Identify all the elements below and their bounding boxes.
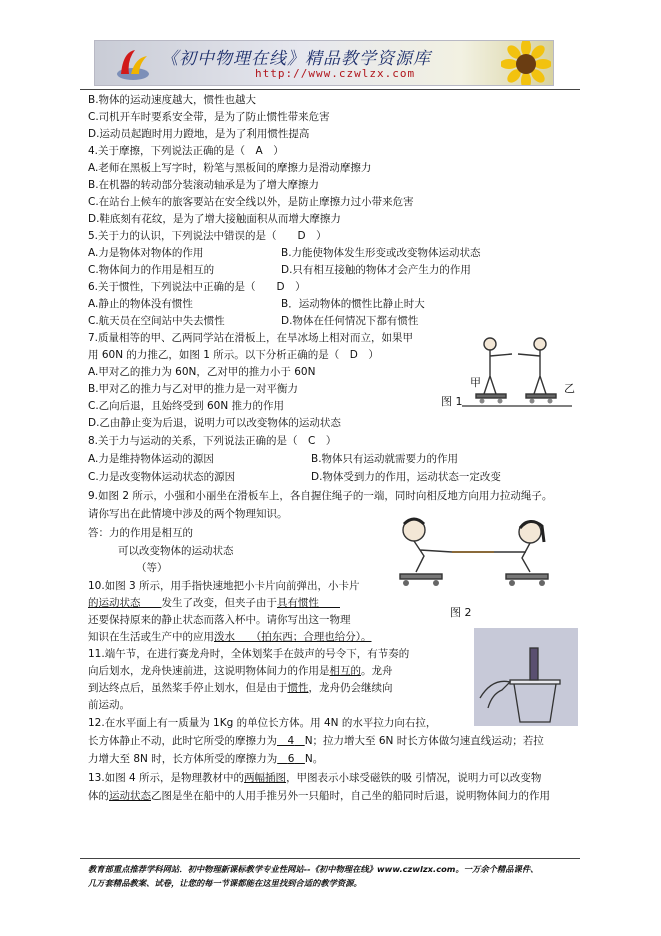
q12-blank-2 — [277, 753, 305, 765]
q13-text-1: 13.如图 4 所示，是物理教材中的 — [88, 772, 245, 784]
q10-line-1: 10.如图 3 所示，用手指快速地把小卡片向前弹出，小卡片 — [88, 580, 360, 592]
q6-option-b: B．运动物体的惯性比静止时大 — [281, 298, 425, 310]
q5-option-a: A.力是物体对物体的作用 — [88, 247, 204, 259]
q13-blank-1: 两幅插图 — [244, 772, 287, 784]
q11-text-1: 向后划水，龙舟快速前进，这说明物体间力的作用是 — [88, 665, 330, 677]
q7-option-a: A.甲对乙的推力为 60N，乙对甲的推力小于 60N — [88, 366, 316, 378]
q13-blank-2: 运动状态 — [109, 790, 151, 802]
q9-answer-1: 答：力的作用是相互的 — [88, 527, 193, 539]
q10-blank-2-pad — [319, 597, 340, 609]
q8-option-a: A.力是维持物体运动的源因 — [88, 453, 214, 465]
q5-option-c: C.物体间力的作用是相互的 — [88, 264, 215, 276]
q11-text-3: 到达终点后，虽然桨手停止划水，但是由于 — [88, 682, 288, 694]
q12-text-2: N；拉力增大至 6N 时长方体做匀速直线运动；若拉 — [304, 735, 544, 747]
q6-option-d: D.物体在任何情况下都有惯性 — [281, 315, 419, 327]
header-banner — [94, 40, 554, 86]
footer-line-1: 教育部重点推荐学科网站．初中物理新课标教学专业性网站--《初中物理在线》www.czwlzx.com。一万余个精品课件、 — [88, 864, 539, 874]
q12-text-1: 长方体静止不动，此时它所受的摩擦力为 — [88, 735, 277, 747]
figure-2-illustration — [390, 512, 560, 594]
q5-stem: 5.关于力的认识，下列说法中错误的是（ D ） — [88, 230, 327, 242]
q13-text-4: 乙图是坐在船中的人用手推另外一只船时，自己坐的船同时后退，说明物体间力的作用 — [151, 790, 550, 802]
q9-answer-3: （等） — [136, 562, 168, 574]
q7-stem-2: 用 60N 的力推乙，如图 1 所示。以下分析正确的是（ D ） — [88, 349, 379, 361]
q10-line-4 — [88, 630, 372, 644]
q4-stem: 4.关于摩擦，下列说法正确的是（ A ） — [88, 145, 284, 157]
q10-blank-3-pad — [235, 631, 256, 643]
q8-option-b: B.物体只有运动就需要力的作用 — [311, 453, 459, 465]
q4-option-c: C.在站台上候车的旅客要站在安全线以外，是防止摩擦力过小带来危害 — [88, 196, 414, 208]
q9-answer-2: 可以改变物体的运动状态 — [118, 545, 234, 557]
q4-option-a: A.老师在黑板上写字时，粉笔与黑板间的摩擦力是滑动摩擦力 — [88, 162, 372, 174]
q12-line-3 — [88, 752, 323, 766]
header-rule — [80, 89, 580, 90]
q8-option-c: C.力是改变物体运动状态的源因 — [88, 471, 236, 483]
footer-rule — [80, 858, 580, 859]
figure-1-label-yi: 乙 — [564, 382, 575, 395]
q3-option-d: D.运动员起跑时用力蹬地，是为了利用惯性提高 — [88, 128, 310, 140]
q9-stem-2: 请你写出在此情境中涉及的两个物理知识。 — [88, 508, 288, 520]
q3-option-c: C.司机开车时要系安全带，是为了防止惯性带来危害 — [88, 111, 330, 123]
q6-stem: 6.关于惯性，下列说法中正确的是（ D ） — [88, 281, 306, 293]
q10-text-2: 知识在生活或生产中的应用 — [88, 631, 214, 643]
q12-text-4: N。 — [304, 753, 324, 765]
q13-text-2: ，甲图表示小球受磁铁的吸 引情况，说明力可以改变物 — [286, 772, 542, 784]
figure-1-label-jia: 甲 — [470, 376, 481, 389]
q10-blank-3: 泼水 — [214, 631, 235, 643]
q5-option-b: B.力能使物体发生形变或改变物体运动状态 — [281, 247, 481, 259]
q7-option-c: C.乙向后退，且始终受到 60N 推力的作用 — [88, 400, 285, 412]
figure-2-caption: 图 2 — [450, 606, 472, 619]
q10-blank-2: 具有惯性 — [277, 597, 319, 609]
q11-line-2 — [88, 664, 393, 678]
q12-line-2 — [88, 734, 544, 748]
figure-3-illustration — [474, 628, 578, 726]
q4-option-d: D.鞋底刻有花纹，是为了增大接触面积从而增大摩擦力 — [88, 213, 341, 225]
q12-line-1: 12.在水平面上有一质量为 1Kg 的单位长方体。用 4N 的水平拉力向右拉， — [88, 717, 437, 729]
q11-text-4: ，龙舟仍会继续向 — [308, 682, 393, 694]
q6-option-c: C.航天员在空间站中失去惯性 — [88, 315, 225, 327]
figure-1-illustration — [462, 334, 572, 410]
q11-blank-2: 惯性 — [287, 682, 309, 694]
q11-line-1: 11.端午节，在进行赛龙舟时，全体划桨手在鼓声的号令下，有节奏的 — [88, 648, 410, 660]
q7-option-b: B.甲对乙的推力与乙对甲的推力是一对平衡力 — [88, 383, 299, 395]
q10-blank-1-pad — [141, 597, 162, 609]
q6-option-a: A.静止的物体没有惯性 — [88, 298, 193, 310]
q9-stem-1: 9.如图 2 所示，小强和小丽坐在滑板车上，各自握住绳子的一端，同时向相反地方向用力拉动绳子。 — [88, 490, 553, 502]
q13-text-3: 体的 — [88, 790, 109, 802]
q11-line-3 — [88, 681, 393, 695]
q12-text-3: 力增大至 8N 时，长方体所受的摩擦力为 — [88, 753, 278, 765]
q10-line-2 — [88, 596, 340, 610]
q13-line-2 — [88, 789, 550, 803]
q10-blank-3-note: （拍东西；合理也给分）。 — [256, 631, 372, 643]
site-url[interactable]: http://www.czwlzx.com — [255, 67, 416, 80]
q10-blank-1: 的运动状态 — [88, 597, 141, 609]
site-title: 《初中物理在线》精品教学资源库 — [161, 49, 431, 69]
q13-line-1 — [88, 771, 541, 785]
figure-1-caption: 图 1 — [441, 395, 463, 408]
q10-line-3: 还要保持原来的静止状态而落入杯中。请你写出这一物理 — [88, 614, 351, 626]
q3-option-b: B.物体的运动速度越大，惯性也越大 — [88, 94, 257, 106]
q12-answer-1: 4 — [287, 735, 295, 747]
q10-text-1: 发生了改变，但夹子由于 — [161, 597, 277, 609]
q11-blank-1: 相互的 — [329, 665, 361, 677]
q11-text-2: 。龙舟 — [361, 665, 393, 677]
q7-option-d: D.乙由静止变为后退，说明力可以改变物体的运动状态 — [88, 417, 341, 429]
q12-answer-2: 6 — [287, 753, 295, 765]
sunflower-icon — [501, 40, 551, 86]
q8-option-d: D.物体受到力的作用，运动状态一定改变 — [311, 471, 501, 483]
footer-line-2: 几万套精品教案、试卷，让您的每一节课都能在这里找到合适的教学资源。 — [88, 878, 362, 888]
q12-blank-1 — [277, 735, 305, 747]
q7-stem-1: 7.质量相等的甲、乙两同学站在滑板上，在旱冰场上相对而立，如果甲 — [88, 332, 414, 344]
q11-line-4: 前运动。 — [88, 699, 130, 711]
site-logo-icon — [113, 44, 153, 84]
q5-option-d: D.只有相互接触的物体才会产生力的作用 — [281, 264, 471, 276]
q4-option-b: B.在机器的转动部分装滚动轴承是为了增大摩擦力 — [88, 179, 320, 191]
q8-stem: 8.关于力与运动的关系，下列说法正确的是（ C ） — [88, 435, 337, 447]
